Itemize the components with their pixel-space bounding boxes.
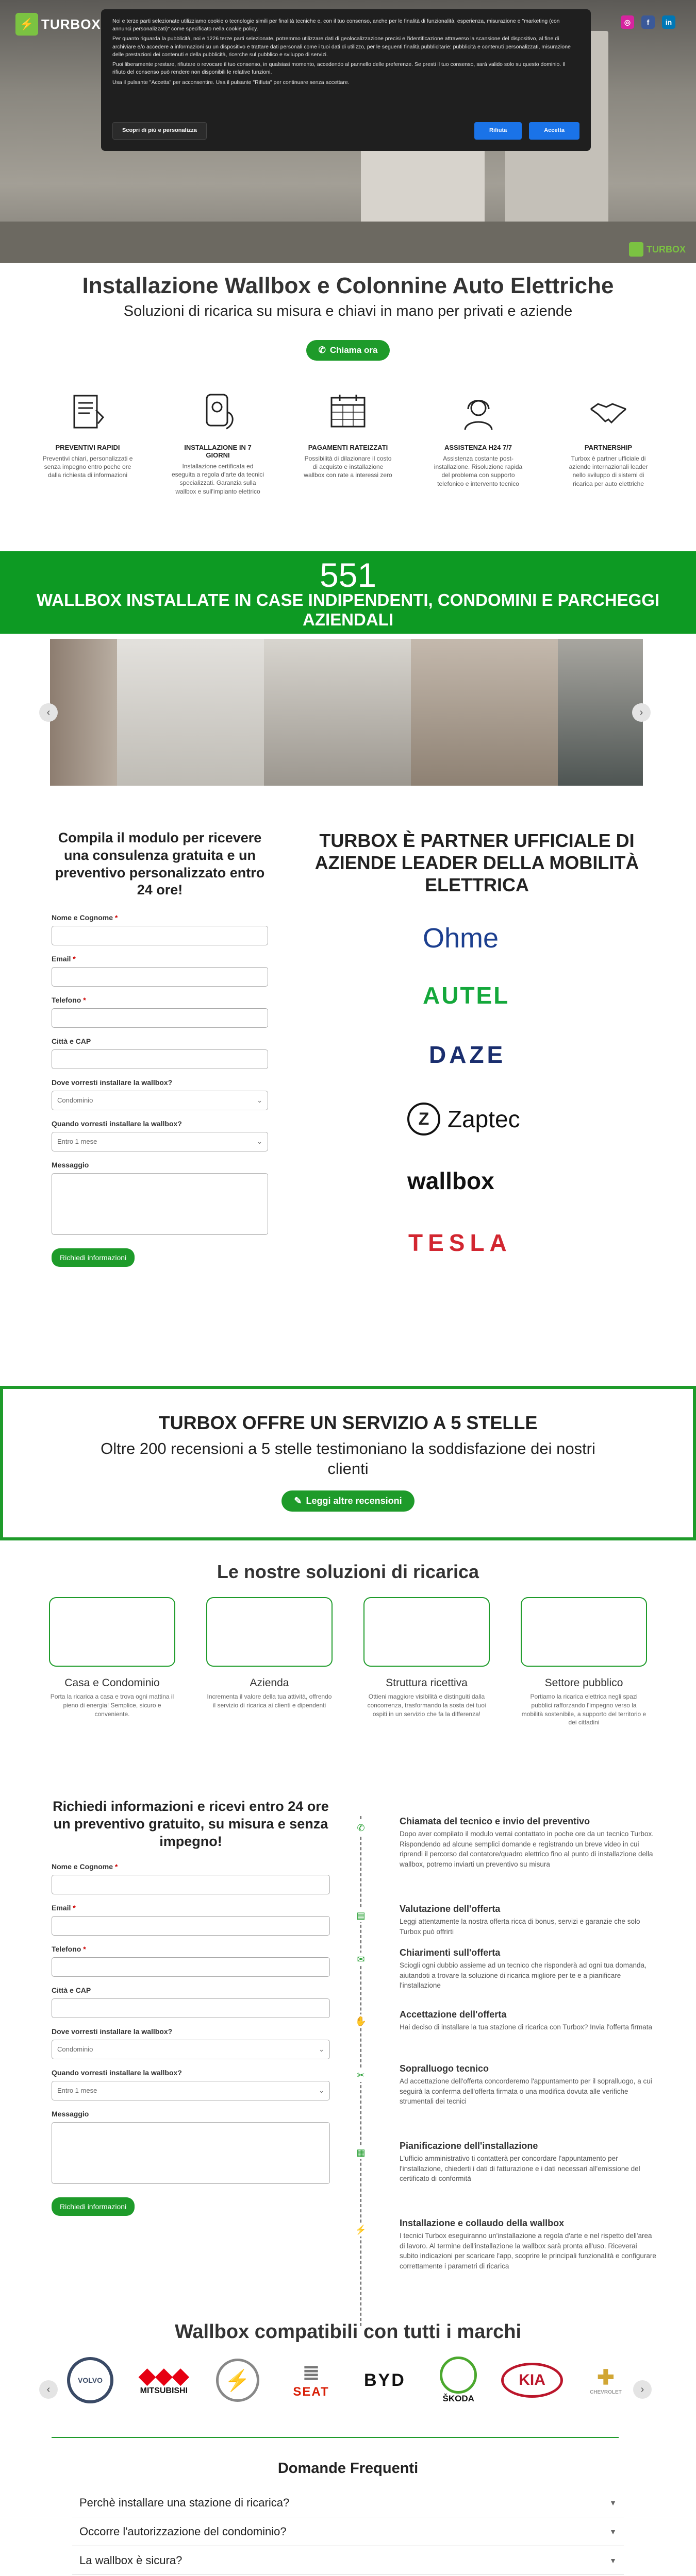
chevron-down-icon: ⌄ <box>319 2045 324 2054</box>
step-text: Dopo aver compilato il modulo verrai contattato in poche ore da un tecnico Turbox. Rispondendo ad alcune semplici domande e registrando un breve video in cui riprendi il percorso dal contatore/quadro elettrico fino al punto di installazione della wallbox, potremo inviarti un preventivo su misura <box>400 1830 654 1868</box>
feature-title: PREVENTIVI RAPIDI <box>55 444 120 451</box>
feature-text: Preventivi chiari, personalizzati e senza impegno entro poche ore dalla richiesta di informazioni <box>42 455 133 479</box>
faq-item[interactable] <box>72 2488 624 2517</box>
cookie-reject-button[interactable]: Rifiuta <box>474 122 522 140</box>
cookie-text-2: Per quanto riguarda la pubblicità, noi e 1226 terze parti selezionate, potremmo utilizzare dati di geolocalizzazione precisi e l'identificazione attraverso la scansione del dispositivo, al fine di archiviare e/o accedere a informazioni su un dispositivo e trattare dati personali come i tuoi dati di utilizzo, per le seguenti finalità pubblicitarie: pubblicità e contenuti personalizzati, misurazione delle prestazioni dei contenuti e della pubblicità, ricerche sul pubblico e sviluppo di servizi. <box>112 36 571 58</box>
timeline-step <box>400 2141 657 2184</box>
phone-label: Telefono <box>52 996 81 1004</box>
divider <box>52 2437 619 2438</box>
where-label: Dove vorresti installare la wallbox? <box>52 1078 173 1087</box>
faq-question: La wallbox è sicura? <box>79 2553 183 2567</box>
required-mark: * <box>83 996 86 1004</box>
step-text: Sciogli ogni dubbio assieme ad un tecnico che risponderà ad ogni tua domanda, aiutandoti a trovare la soluzione di ricarica migliore per te e a pianificare l'installazione <box>400 1961 647 1990</box>
brand-logo-opel <box>207 2359 269 2402</box>
submit-button[interactable]: Richiedi informazioni <box>52 2197 135 2216</box>
brand-logo-mitsubishi <box>133 2365 195 2396</box>
calendar-icon <box>327 392 369 433</box>
feature-title: PARTNERSHIP <box>584 444 633 451</box>
brand-logo-skoda <box>427 2357 489 2404</box>
document-icon: ▤ <box>354 1909 368 1922</box>
step-text: Hai deciso di installare la tua stazione di ricarica con Turbox? Invia l'offerta firmata <box>400 2023 653 2031</box>
hero-floor <box>0 222 696 263</box>
brand-logo-seat <box>280 2361 342 2399</box>
cookie-text-3: Puoi liberamente prestare, rifiutare o revocare il tuo consenso, in qualsiasi momento, accedendo al pannello delle preferenze. Se presti il tuo consenso, sarà valido solo su questo dominio. Il rifiuto del consenso può rendere non disponibili le relative funzioni. <box>112 61 566 76</box>
required-mark: * <box>114 913 118 922</box>
name-label: Nome e Cognome <box>52 913 113 922</box>
chevrolet-text: CHEVROLET <box>590 2389 622 2395</box>
contact-form <box>52 829 268 1267</box>
name-input[interactable] <box>52 926 268 945</box>
solution-text: Portiamo la ricarica elettrica negli spazi pubblici rafforzando l'impegno verso la mobilità sostenibile, a supporto del territorio e dei cittadini <box>521 1693 647 1726</box>
skoda-icon <box>440 2357 477 2394</box>
tools-icon: ✂ <box>354 2069 368 2082</box>
submit-button[interactable]: Richiedi informazioni <box>52 1248 135 1267</box>
faq-list <box>72 2488 624 2576</box>
feature-text: Turbox è partner ufficiale di aziende internazionali leader nello sviluppo di sistemi di ricarica per auto elettriche <box>569 455 648 487</box>
chevron-down-icon: ⌄ <box>257 1138 262 1145</box>
kia-text: KIA <box>501 2363 563 2398</box>
page-subtitle: Soluzioni di ricarica su misura e chiavi in mano per privati e aziende <box>123 303 573 319</box>
document-icon <box>67 392 108 433</box>
cookie-banner <box>101 9 591 151</box>
badge-text: TURBOX <box>647 244 686 255</box>
feature-title: PAGAMENTI RATEIZZATI <box>308 444 388 451</box>
step-title: Accettazione dell'offerta <box>400 2009 507 2020</box>
contact-form-2 <box>52 1798 330 2216</box>
step-text: Ad accettazione dell'offerta concorderemo l'appuntamento per il sopralluogo, a cui seguirà la conferma dell'offerta firmata o una modifica dovuta alle verifiche strumentali dei tecnici <box>400 2077 652 2106</box>
when-label: Quando vorresti installare la wallbox? <box>52 1120 182 1128</box>
brands-title: Wallbox compatibili con tutti i marchi <box>174 2321 522 2343</box>
chevron-down-icon: ⌄ <box>319 2087 324 2095</box>
logo-icon: ⚡ <box>15 13 38 36</box>
brands-next-arrow-icon[interactable]: › <box>633 2380 652 2399</box>
step-title: Chiamata del tecnico e invio del preventivo <box>400 1816 590 1826</box>
step-text: I tecnici Turbox eseguiranno un'installazione a regola d'arte e nel rispetto dell'area di lavoro. Al termine dell'installazione la wallbox sarà pronta all'uso. Riceverai subito indicazioni per scaricare l'app, scoprire le principali funzionalità e configurare correttamente i parametri di ricarica <box>400 2232 656 2270</box>
brands-prev-arrow-icon[interactable]: ‹ <box>39 2380 58 2399</box>
email-label: Email <box>52 955 71 963</box>
step-title: Sopralluogo tecnico <box>400 2063 489 2074</box>
logo-text: TURBOX <box>41 16 101 32</box>
gallery-photo <box>264 639 411 786</box>
cookie-customize-button[interactable]: Scopri di più e personalizza <box>112 122 207 140</box>
zaptec-text: Zaptec <box>448 1106 520 1132</box>
solutions-title: Le nostre soluzioni di ricarica <box>217 1561 479 1582</box>
review-icon: ✎ <box>294 1495 302 1506</box>
step-text: L'ufficio amministrativo ti contatterà per concordare l'appuntamento per l'installazione, chiederti i dati di fatturazione e i dati necessari all'emissione del certificato di conformità <box>400 2155 640 2183</box>
timeline-step <box>400 1904 657 1937</box>
when-select[interactable] <box>52 2081 330 2100</box>
form-title: Compila il modulo per ricevere una consulenza gratuita e un preventivo personalizzato entro 24 ore! <box>55 830 265 898</box>
when-label: Quando vorresti installare la wallbox? <box>52 2069 182 2077</box>
where-label: Dove vorresti installare la wallbox? <box>52 2027 173 2036</box>
page-title: Installazione Wallbox e Colonnine Auto Elettriche <box>82 273 614 298</box>
faq-item[interactable] <box>72 2546 624 2575</box>
phone-input[interactable] <box>52 1008 268 1028</box>
handshake-icon <box>588 392 629 433</box>
feature-text: Installazione certificata ed eseguita a regola d'arte da tecnici specializzati. Garanzia sulla wallbox e sull'impianto elettrico <box>171 463 264 495</box>
phone-input[interactable] <box>52 1957 330 1977</box>
faq-question: Occorre l'autorizzazione del condominio? <box>79 2524 287 2538</box>
gallery-photo <box>558 639 643 786</box>
instagram-icon[interactable]: ◎ <box>621 15 634 29</box>
message-label: Messaggio <box>52 1161 89 1169</box>
feature-partnership <box>562 389 655 496</box>
feature-assistance <box>432 389 525 496</box>
faq-item[interactable] <box>72 2517 624 2546</box>
where-value: Condominio <box>57 1096 93 1104</box>
brand-logo-byd <box>354 2370 416 2391</box>
faq-title: Domande Frequenti <box>277 2460 419 2477</box>
feature-text: Possibilità di dilazionare il costo di acquisto e installazione wallbox con rate a interessi zero <box>304 455 392 479</box>
partners-title: TURBOX È PARTNER UFFICIALE DI AZIENDE LEADER DELLA MOBILITÀ ELETTRICA <box>314 830 639 896</box>
when-value: Entro 1 mese <box>57 2087 97 2095</box>
timeline-step <box>400 2009 657 2032</box>
step-title: Installazione e collaudo della wallbox <box>400 2218 565 2228</box>
chat-icon: ✉ <box>354 1953 368 1966</box>
message-textarea[interactable] <box>52 2122 330 2184</box>
timeline-step <box>400 2218 657 2271</box>
solution-title: Azienda <box>250 1677 289 1689</box>
install-count-banner <box>0 551 696 634</box>
city-input[interactable] <box>52 1049 268 1069</box>
handshake-icon: ✋ <box>354 2014 368 2028</box>
read-reviews-label: Leggi altre recensioni <box>306 1495 402 1506</box>
opel-icon: ⚡ <box>216 2359 259 2402</box>
mitsubishi-icon: ◆◆◆ <box>139 2363 189 2387</box>
brand-logo-volvo <box>59 2357 121 2403</box>
wallbox-icon <box>197 392 239 433</box>
support-agent-icon <box>458 392 499 433</box>
skoda-text: ŠKODA <box>442 2394 474 2403</box>
phone-icon: ✆ <box>318 345 326 355</box>
brands-carousel <box>59 2352 637 2409</box>
chevron-down-icon: ▼ <box>609 2527 617 2536</box>
solution-text: Incrementa il valore della tua attività, offrendo il servizio di ricarica ai clienti e dipendenti <box>207 1693 332 1709</box>
social-links <box>621 15 675 29</box>
install-count-text: WALLBOX INSTALLATE IN CASE INDIPENDENTI, CONDOMINI E PARCHEGGI AZIENDALI <box>36 590 660 629</box>
linkedin-icon[interactable]: in <box>662 15 675 29</box>
partner-logo-autel: AUTEL <box>423 982 510 1009</box>
name-label: Nome e Cognome <box>52 1862 113 1871</box>
city-label: Città e CAP <box>52 1037 91 1045</box>
logo[interactable] <box>15 13 101 36</box>
where-select[interactable] <box>52 1091 268 1110</box>
faq-question: Perchè installare una stazione di ricarica? <box>79 2496 290 2509</box>
name-input[interactable] <box>52 1875 330 1894</box>
hero-badge <box>629 242 686 257</box>
reviews-section <box>0 1386 696 1540</box>
timeline-step <box>400 1947 657 1991</box>
where-value: Condominio <box>57 2045 93 2054</box>
cookie-text-1: Noi e terze parti selezionate utilizziamo cookie o tecnologie simili per finalità tecniche e, con il tuo consenso, anche per le finalità di funzionalità, esperienza, misurazione e "marketing (con annunci personalizzati)" come specificato nella cookie policy. <box>112 18 560 32</box>
email-input[interactable] <box>52 967 268 987</box>
solution-title: Casa e Condominio <box>64 1677 160 1689</box>
email-label: Email <box>52 1904 71 1912</box>
solution-image <box>206 1597 333 1667</box>
partner-logo-wallbox: wallbox <box>407 1167 494 1194</box>
solution-text: Porta la ricarica a casa e trova ogni mattina il pieno di energia! Semplice, sicuro e conveniente. <box>50 1693 174 1718</box>
badge-logo-icon <box>629 242 643 257</box>
step-title: Pianificazione dell'installazione <box>400 2141 538 2151</box>
gallery-next-arrow-icon[interactable]: › <box>632 703 651 722</box>
feature-installments <box>302 389 394 496</box>
chevron-down-icon: ▼ <box>609 2556 617 2565</box>
cookie-accept-button[interactable]: Accetta <box>529 122 579 140</box>
required-mark: * <box>73 1904 76 1912</box>
mitsubishi-text: MITSUBISHI <box>140 2386 188 2395</box>
partner-logo-tesla: TESLA <box>408 1229 512 1256</box>
solution-text: Ottieni maggiore visibilità e distinguiti dalla concorrenza, trasformando la sosta dei tuoi ospiti in un servizio che fa la differenza! <box>367 1693 486 1718</box>
partners-section <box>309 829 644 896</box>
solution-business[interactable] <box>206 1597 333 1727</box>
solution-hospitality[interactable] <box>363 1597 490 1727</box>
timeline-step <box>400 2063 657 2107</box>
required-mark: * <box>114 1862 118 1871</box>
when-select[interactable] <box>52 1132 268 1151</box>
reviews-text: Oltre 200 recensioni a 5 stelle testimoniano la soddisfazione dei nostri clienti <box>101 1439 595 1478</box>
feature-title: INSTALLAZIONE IN 7 GIORNI <box>184 444 252 459</box>
required-mark: * <box>83 1945 86 1954</box>
feature-text: Assistenza costante post-installazione. Risoluzione rapida del problema con supporto telefonico e intervento tecnico <box>434 455 523 487</box>
feature-quick-quotes <box>41 389 134 496</box>
cookie-text-4: Usa il pulsante "Accetta" per acconsentire. Usa il pulsante "Rifiuta" per continuare senza accettare. <box>112 79 350 86</box>
timeline-step <box>400 1816 657 1869</box>
email-input[interactable] <box>52 1916 330 1936</box>
brand-logo-chevrolet <box>575 2366 637 2395</box>
solution-home[interactable] <box>49 1597 175 1727</box>
city-input[interactable] <box>52 1998 330 2018</box>
gallery-photo <box>411 639 558 786</box>
brand-logo-kia <box>501 2363 563 2398</box>
call-now-button[interactable] <box>306 340 390 361</box>
facebook-icon[interactable]: f <box>641 15 655 29</box>
city-label: Città e CAP <box>52 1986 91 1995</box>
where-select[interactable] <box>52 2040 330 2059</box>
solution-title: Settore pubblico <box>544 1677 623 1689</box>
step-title: Valutazione dell'offerta <box>400 1904 501 1914</box>
read-reviews-button[interactable] <box>281 1490 414 1512</box>
solution-image <box>363 1597 490 1667</box>
install-gallery <box>50 639 643 786</box>
seat-text: SEAT <box>293 2385 329 2399</box>
chevron-down-icon: ⌄ <box>257 1096 262 1104</box>
solutions-row <box>49 1597 647 1727</box>
step-text: Leggi attentamente la nostra offerta ricca di bonus, servizi e garanzie che solo Turbox può offrirti <box>400 1918 640 1936</box>
install-count: 551 <box>319 556 377 594</box>
step-title: Chiarimenti sull'offerta <box>400 1947 501 1958</box>
feature-title: ASSISTENZA H24 7/7 <box>444 444 512 451</box>
charger-icon: ⚡ <box>354 2223 368 2236</box>
solution-image <box>49 1597 175 1667</box>
when-value: Entro 1 mese <box>57 1138 97 1145</box>
message-label: Messaggio <box>52 2110 89 2119</box>
chevron-down-icon: ▼ <box>609 2498 617 2507</box>
required-mark: * <box>73 955 76 963</box>
phone-icon: ✆ <box>354 1821 368 1835</box>
phone-label: Telefono <box>52 1945 81 1954</box>
process-timeline <box>348 1816 657 2326</box>
form2-title: Richiedi informazioni e ricevi entro 24 ore un preventivo gratuito, su misura e senza impegno! <box>53 1799 329 1849</box>
call-now-label: Chiama ora <box>329 345 378 355</box>
chevrolet-icon: ✚ <box>597 2366 615 2389</box>
solution-title: Struttura ricettiva <box>386 1677 468 1689</box>
gallery-prev-arrow-icon[interactable]: ‹ <box>39 703 58 722</box>
gallery-photo <box>117 639 264 786</box>
solution-image <box>521 1597 647 1667</box>
gallery-photo <box>50 639 117 786</box>
feature-install-7-days <box>172 389 264 496</box>
volvo-text: VOLVO <box>67 2357 113 2403</box>
partner-logo-ohme: Ohme <box>423 923 499 954</box>
reviews-title: TURBOX OFFRE UN SERVIZIO A 5 STELLE <box>158 1412 538 1433</box>
solution-public[interactable] <box>521 1597 647 1727</box>
partner-logo-daze: DAZE <box>429 1041 506 1068</box>
zaptec-icon: Z <box>407 1103 440 1136</box>
byd-text: BYD <box>363 2370 406 2390</box>
message-textarea[interactable] <box>52 1173 268 1235</box>
seat-icon: ≣ <box>302 2362 320 2384</box>
partner-logo-zaptec <box>407 1103 520 1136</box>
calendar-icon: ▦ <box>354 2146 368 2159</box>
features-row <box>41 389 655 496</box>
